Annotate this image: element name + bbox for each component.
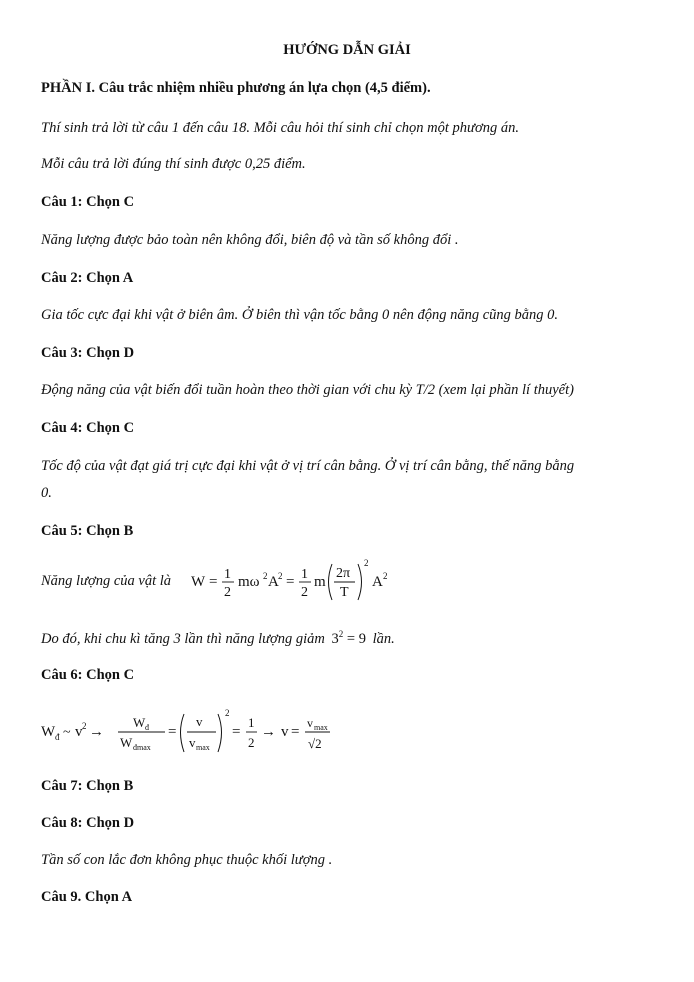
energy-formula-eq-1: =	[209, 574, 218, 590]
kinetic-formula	[41, 705, 341, 757]
kinetic-sub-d: đ	[55, 732, 60, 742]
question-4-explanation-line-2: 0.	[41, 485, 52, 501]
kinetic-eq-3: =	[291, 724, 300, 740]
question-1-heading: Câu 1: Chọn C	[41, 194, 135, 210]
energy-formula-A-1: A	[268, 574, 279, 590]
part1-heading: PHẦN I. Câu trắc nhiệm nhiều phương án lựa chọn (4,5 điểm).	[41, 80, 431, 96]
energy-formula-2pi: 2π	[336, 566, 351, 581]
energy-paren-right	[358, 564, 362, 600]
question-2-explanation: Gia tốc cực đại khi vật ở biên âm. Ở biên thì vận tốc bằng 0 nên động năng cũng bằng 0.	[41, 307, 559, 323]
energy-paren-left	[329, 564, 333, 600]
energy-formula-m: m	[314, 574, 326, 590]
power-result: = 9	[346, 630, 366, 647]
power-exponent: 2	[338, 629, 344, 639]
question-8-explanation: Tần số con lắc đơn không phục thuộc khối lượng .	[41, 852, 333, 868]
energy-formula-eq-2: =	[286, 574, 295, 590]
kinetic-result-max: max	[314, 723, 328, 732]
kinetic-v: v	[75, 724, 83, 740]
question-5-conclusion-suffix: lần.	[372, 630, 395, 647]
energy-formula-sq-4: 2	[383, 571, 388, 581]
kinetic-result-v: v	[307, 716, 313, 730]
kinetic-v-2: v	[281, 724, 289, 740]
question-4-explanation-line-1: Tốc độ của vật đạt giá trị cực đại khi vật ở vị trí cân bằng. Ở vị trí cân bằng, thế năng bằng	[41, 458, 575, 474]
energy-formula-A-2: A	[372, 574, 383, 590]
kinetic-frac-den-v: v	[189, 735, 196, 750]
kinetic-root2: √2	[308, 736, 322, 751]
kinetic-frac-num-sub: đ	[145, 723, 149, 732]
question-5-conclusion	[41, 629, 395, 648]
energy-formula-m-omega: mω	[238, 574, 260, 590]
energy-formula-num-2: 1	[301, 567, 308, 582]
kinetic-half-num: 1	[248, 715, 255, 730]
question-5-conclusion-text: Do đó, khi chu kì tăng 3 lần thì năng lượng giảm	[41, 630, 325, 647]
energy-formula-W: W	[191, 574, 206, 590]
question-4-heading: Câu 4: Chọn C	[41, 420, 135, 436]
kinetic-frac-den-sub: đmax	[133, 743, 151, 752]
kinetic-eq-2: =	[232, 724, 241, 740]
kinetic-frac-den-W: W	[120, 735, 133, 750]
power-expression	[332, 631, 366, 647]
kinetic-frac-num-v: v	[196, 714, 203, 729]
page-title: HƯỚNG DẪN GIẢI	[283, 42, 411, 58]
kinetic-half-den: 2	[248, 735, 255, 750]
energy-formula	[191, 551, 401, 605]
question-6-heading: Câu 6: Chọn C	[41, 667, 135, 683]
instruction-line-1: Thí sinh trả lời từ câu 1 đến câu 18. Mỗi câu hỏi thí sinh chỉ chọn một phương án.	[41, 120, 519, 136]
energy-formula-T: T	[340, 585, 349, 600]
question-1-explanation: Năng lượng được bảo toàn nên không đổi, biên độ và tần số không đổi .	[41, 232, 459, 248]
energy-formula-den-1: 2	[224, 585, 231, 600]
question-3-heading: Câu 3: Chọn D	[41, 345, 135, 361]
kinetic-arrow-1: →	[89, 724, 104, 740]
kinetic-arrow-2: →	[261, 724, 276, 740]
question-7-heading: Câu 7: Chọn B	[41, 778, 134, 794]
energy-formula-sq-1: 2	[263, 571, 268, 581]
kinetic-sq: 2	[82, 721, 87, 731]
kinetic-sim: ~	[63, 725, 71, 740]
energy-formula-den-2: 2	[301, 585, 308, 600]
question-2-heading: Câu 2: Chọn A	[41, 270, 134, 286]
kinetic-frac-num-W: W	[133, 715, 146, 730]
question-9-heading: Câu 9. Chọn A	[41, 889, 133, 905]
kinetic-W: W	[41, 724, 56, 740]
question-8-heading: Câu 8: Chọn D	[41, 815, 135, 831]
energy-formula-sq-3: 2	[364, 558, 369, 568]
kinetic-sq-2: 2	[225, 708, 230, 718]
kinetic-frac-den-max: max	[196, 743, 210, 752]
energy-formula-num-1: 1	[224, 567, 231, 582]
question-5-energy-label: Năng lượng của vật là	[41, 573, 172, 589]
kinetic-eq-1: =	[168, 724, 177, 740]
energy-formula-sq-2: 2	[278, 571, 283, 581]
kinetic-paren-left	[181, 714, 185, 752]
instruction-line-2: Mỗi câu trả lời đúng thí sinh được 0,25 điểm.	[41, 156, 306, 172]
kinetic-paren-right	[218, 714, 222, 752]
power-base: 3	[331, 630, 339, 647]
question-3-explanation: Động năng của vật biến đổi tuần hoàn theo thời gian với chu kỳ T/2 (xem lại phần lí thuyết)	[41, 382, 574, 398]
question-5-heading: Câu 5: Chọn B	[41, 523, 134, 539]
